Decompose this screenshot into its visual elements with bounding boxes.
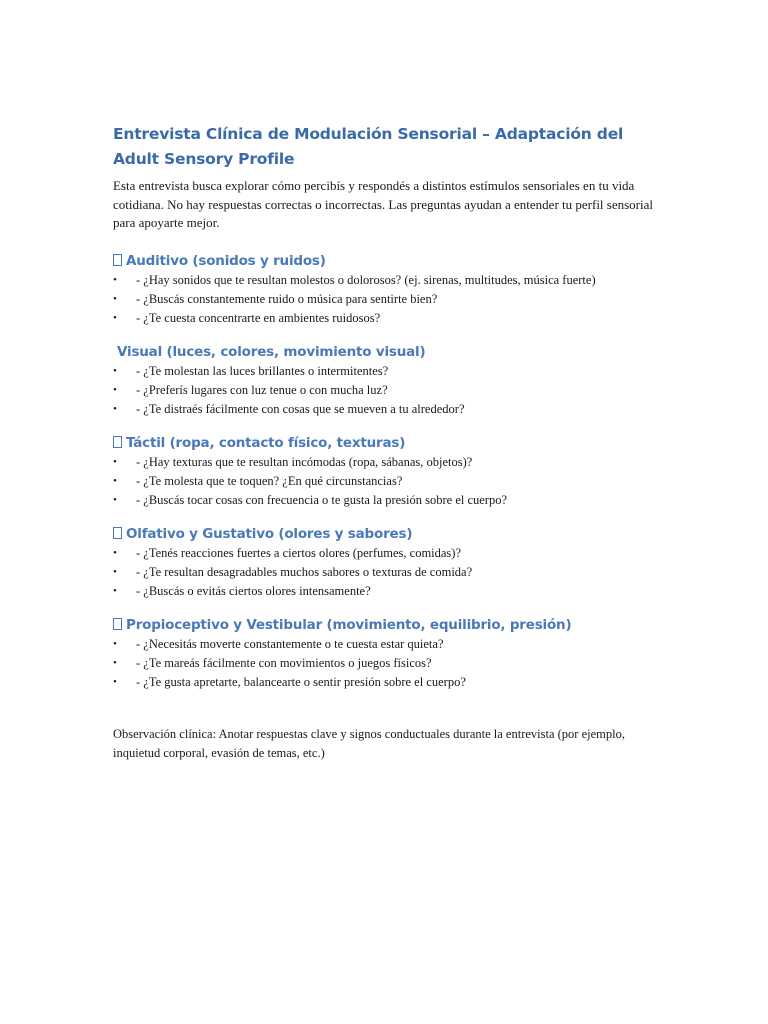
section-visual	[113, 342, 658, 419]
section-auditivo	[113, 251, 658, 328]
list-item-text: - ¿Te mareás fácilmente con movimientos o juegos físicos?	[136, 655, 432, 670]
section-heading	[113, 524, 658, 544]
missing-glyph-icon	[113, 527, 122, 539]
list-item-text: - ¿Te gusta apretarte, balancearte o sentir presión sobre el cuerpo?	[136, 674, 466, 689]
section-heading-text: Olfativo y Gustativo (olores y sabores)	[126, 525, 413, 542]
list-item	[113, 654, 658, 673]
bullet-icon: •	[113, 493, 117, 506]
list-item	[113, 290, 658, 309]
list-item	[113, 362, 658, 381]
list-item	[113, 635, 658, 654]
bullet-icon: •	[113, 637, 117, 650]
list-item-text: - ¿Hay texturas que te resultan incómodas (ropa, sábanas, objetos)?	[136, 454, 473, 469]
section-heading-text: Propioceptivo y Vestibular (movimiento, equilibrio, presión)	[126, 616, 572, 633]
bullet-icon: •	[113, 474, 117, 487]
section-heading	[113, 433, 658, 453]
bullet-icon: •	[113, 364, 117, 377]
bullet-icon: •	[113, 292, 117, 305]
bullet-icon: •	[113, 402, 117, 415]
list-item-text: - ¿Buscás o evitás ciertos olores intensamente?	[136, 583, 371, 598]
list-item-text: - ¿Preferís lugares con luz tenue o con mucha luz?	[136, 382, 388, 397]
list-item-text: - ¿Te resultan desagradables muchos sabores o texturas de comida?	[136, 564, 473, 579]
section-heading-text: Auditivo (sonidos y ruidos)	[126, 252, 326, 269]
missing-glyph-icon	[113, 254, 122, 266]
list-item	[113, 309, 658, 328]
intro-paragraph: Esta entrevista busca explorar cómo percibís y respondés a distintos estímulos sensoriales en tu vida cotidiana. No hay respuestas correctas o incorrectas. Las preguntas ayudan a entender tu perfil sensorial para apoyarte mejor.	[113, 178, 654, 230]
bullet-icon: •	[113, 565, 117, 578]
list-item-text: - ¿Te molestan las luces brillantes o intermitentes?	[136, 363, 389, 378]
list-item	[113, 453, 658, 472]
bullet-icon: •	[113, 656, 117, 669]
bullet-icon: •	[113, 273, 117, 286]
bullet-icon: •	[113, 546, 117, 559]
question-list	[113, 453, 658, 510]
question-list	[113, 635, 658, 692]
section-heading-text: Visual (luces, colores, movimiento visual)	[117, 343, 426, 360]
question-list	[113, 544, 658, 601]
list-item-text: - ¿Te molesta que te toquen? ¿En qué circunstancias?	[136, 473, 403, 488]
list-item-text: - ¿Tenés reacciones fuertes a ciertos olores (perfumes, comidas)?	[136, 545, 462, 560]
bullet-icon: •	[113, 383, 117, 396]
list-item	[113, 381, 658, 400]
document-title: Entrevista Clínica de Modulación Sensorial – Adaptación del Adult Sensory Profile	[113, 125, 624, 168]
list-item	[113, 491, 658, 510]
document-page	[113, 122, 658, 764]
list-item-text: - ¿Necesitás moverte constantemente o te cuesta estar quieta?	[136, 636, 444, 651]
list-item-text: - ¿Hay sonidos que te resultan molestos o dolorosos? (ej. sirenas, multitudes, música fuerte)	[136, 272, 596, 287]
section-heading	[113, 342, 658, 362]
section-tactil	[113, 433, 658, 510]
section-heading-text: Táctil (ropa, contacto físico, texturas)	[126, 434, 406, 451]
list-item	[113, 472, 658, 491]
section-heading	[113, 251, 658, 271]
list-item	[113, 271, 658, 290]
question-list	[113, 362, 658, 419]
list-item-text: - ¿Te cuesta concentrarte en ambientes ruidosos?	[136, 310, 381, 325]
list-item	[113, 673, 658, 692]
question-list	[113, 271, 658, 328]
list-item	[113, 544, 658, 563]
bullet-icon: •	[113, 455, 117, 468]
missing-glyph-icon	[113, 618, 122, 630]
section-olfativo-gustativo	[113, 524, 658, 601]
bullet-icon: •	[113, 311, 117, 324]
section-heading	[113, 615, 658, 635]
list-item	[113, 563, 658, 582]
clinical-observation: Observación clínica: Anotar respuestas clave y signos conductuales durante la entrevista (por ejemplo, inquietud corporal, evasión de temas, etc.)	[113, 726, 625, 760]
list-item-text: - ¿Te distraés fácilmente con cosas que se mueven a tu alrededor?	[136, 401, 465, 416]
section-propioceptivo-vestibular	[113, 615, 658, 692]
bullet-icon: •	[113, 584, 117, 597]
missing-glyph-icon	[113, 436, 122, 448]
list-item-text: - ¿Buscás tocar cosas con frecuencia o te gusta la presión sobre el cuerpo?	[136, 492, 508, 507]
list-item	[113, 582, 658, 601]
list-item-text: - ¿Buscás constantemente ruido o música para sentirte bien?	[136, 291, 438, 306]
bullet-icon: •	[113, 675, 117, 688]
list-item	[113, 400, 658, 419]
